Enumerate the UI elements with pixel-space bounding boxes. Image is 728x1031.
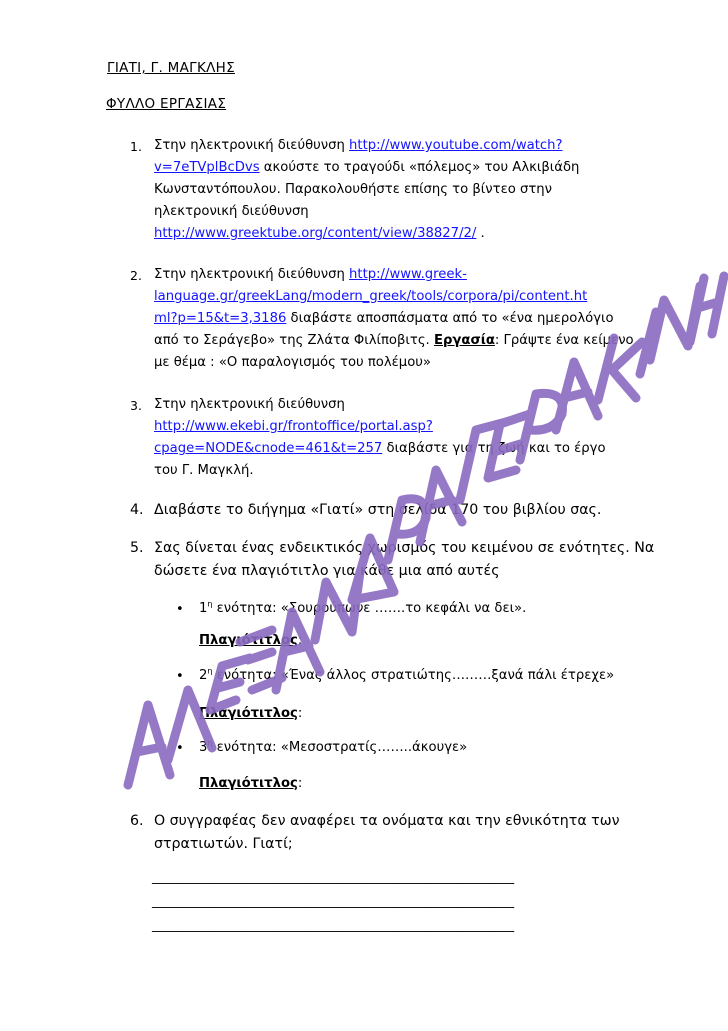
- item-5-number: 5.: [130, 540, 144, 556]
- section-2-heading-field[interactable]: Πλαγιότιτλος:: [199, 706, 303, 721]
- item-2-text: από το Σεράγεβο» της Ζλάτα Φιλίποβιτς.: [154, 333, 434, 348]
- item-1-line-5: [154, 225, 485, 243]
- item-1-number: 1.: [130, 139, 142, 154]
- item-1-text: Στην ηλεκτρονική διεύθυνση: [154, 138, 350, 153]
- item-2-line-4: [154, 332, 634, 350]
- item-2-text: διαβάστε αποσπάσματα από το «ένα ημερολόγιο: [286, 311, 614, 326]
- greektube-link[interactable]: http://www.greektube.org/content/view/38827/2/: [154, 226, 477, 241]
- item-3-text: διαβάστε για τη ζωή και το έργο: [382, 441, 606, 456]
- item-1-text: .: [476, 226, 485, 241]
- answer-line-1[interactable]: _________________________________________________________: [152, 870, 514, 885]
- item-3-line-2: [154, 418, 433, 436]
- item-5-line-2: δώσετε ένα πλαγιότιτλο για κάθε μια από αυτές: [154, 563, 500, 579]
- greek-language-link-cont[interactable]: language.gr/greekLang/modern_greek/tools/corpora/pi/content.ht: [154, 289, 588, 304]
- youtube-link-cont[interactable]: v=7eTVplBcDvs: [154, 160, 260, 175]
- bullet-2: •: [176, 669, 184, 684]
- section-1-text: $1^\eta$ ενότητα: «Σουρούπωνε …….το κεφάλι να δει».: [199, 599, 527, 616]
- item-3-line-1: Στην ηλεκτρονική διεύθυνση: [154, 397, 345, 412]
- ekebi-link[interactable]: http://www.ekebi.gr/frontoffice/portal.asp?: [154, 419, 433, 434]
- item-1-line-2: [154, 159, 579, 177]
- item-2-line-5: με θέμα : «Ο παραλογισμός του πολέμου»: [154, 355, 431, 370]
- document-title: ΓΙΑΤΙ, Γ. ΜΑΓΚΛΗΣ: [107, 60, 235, 76]
- item-2-line-3: [154, 310, 614, 328]
- item-2-text: : Γράψτε ένα κείμενο: [494, 333, 634, 348]
- item-4-line-1: Διαβάστε το διήγημα «Γιατί» στη σελίδα 170 του βιβλίου σας.: [154, 502, 602, 518]
- greek-language-link[interactable]: http://www.greek-: [349, 267, 467, 282]
- answer-line-3[interactable]: _________________________________________________________: [152, 918, 514, 933]
- section-1-heading-field[interactable]: Πλαγιότιτλος:: [199, 633, 303, 648]
- item-4-number: 4.: [130, 502, 144, 518]
- item-6-line-2: στρατιωτών. Γιατί;: [154, 836, 293, 852]
- item-1-line-3: Κωνσταντόπουλου. Παρακολουθήστε επίσης το βίντεο στην: [154, 182, 552, 197]
- item-3-number: 3.: [130, 398, 142, 413]
- item-2-text: Στην ηλεκτρονική διεύθυνση: [154, 267, 350, 282]
- task-label: Εργασία: [433, 333, 495, 348]
- answer-line-2[interactable]: _________________________________________________________: [152, 894, 514, 909]
- document-subtitle: ΦΥΛΛΟ ΕΡΓΑΣΙΑΣ: [106, 96, 227, 112]
- item-2-number: 2.: [130, 268, 142, 283]
- item-3-line-3: [154, 440, 606, 458]
- item-5-line-1: Σας δίνεται ένας ενδεικτικός χωρισμός του κειμένου σε ενότητες. Να: [154, 540, 655, 556]
- section-3-heading-field[interactable]: Πλαγιότιτλος:: [199, 776, 303, 791]
- item-6-number: 6.: [130, 813, 144, 829]
- section-3-text: $3^\eta$ ενότητα: «Μεσοστρατίς……..άκουγε»: [199, 738, 468, 755]
- item-2-line-2: [154, 288, 587, 306]
- greek-language-link-end[interactable]: ml?p=15&t=3,3186: [154, 311, 287, 326]
- item-1-text: ακούστε το τραγούδι «πόλεμος» του Αλκιβιάδη: [259, 160, 580, 175]
- ekebi-link-cont[interactable]: cpage=NODE&cnode=461&t=257: [154, 441, 383, 456]
- youtube-link[interactable]: http://www.youtube.com/watch?: [349, 138, 563, 153]
- item-6-line-1: Ο συγγραφέας δεν αναφέρει τα ονόματα και την εθνικότητα των: [154, 813, 620, 829]
- bullet-1: •: [176, 602, 184, 617]
- item-1-line-4: ηλεκτρονική διεύθυνση: [154, 204, 309, 219]
- item-2-line-1: [154, 266, 467, 284]
- bullet-3: •: [176, 741, 184, 756]
- section-2-text: $2^\eta$ ενότητα: «Ένας άλλος στρατιώτης………ξανά πάλι έτρεχε»: [199, 666, 615, 683]
- item-1-line-1: [154, 137, 562, 155]
- item-3-line-4: του Γ. Μαγκλή.: [154, 463, 254, 478]
